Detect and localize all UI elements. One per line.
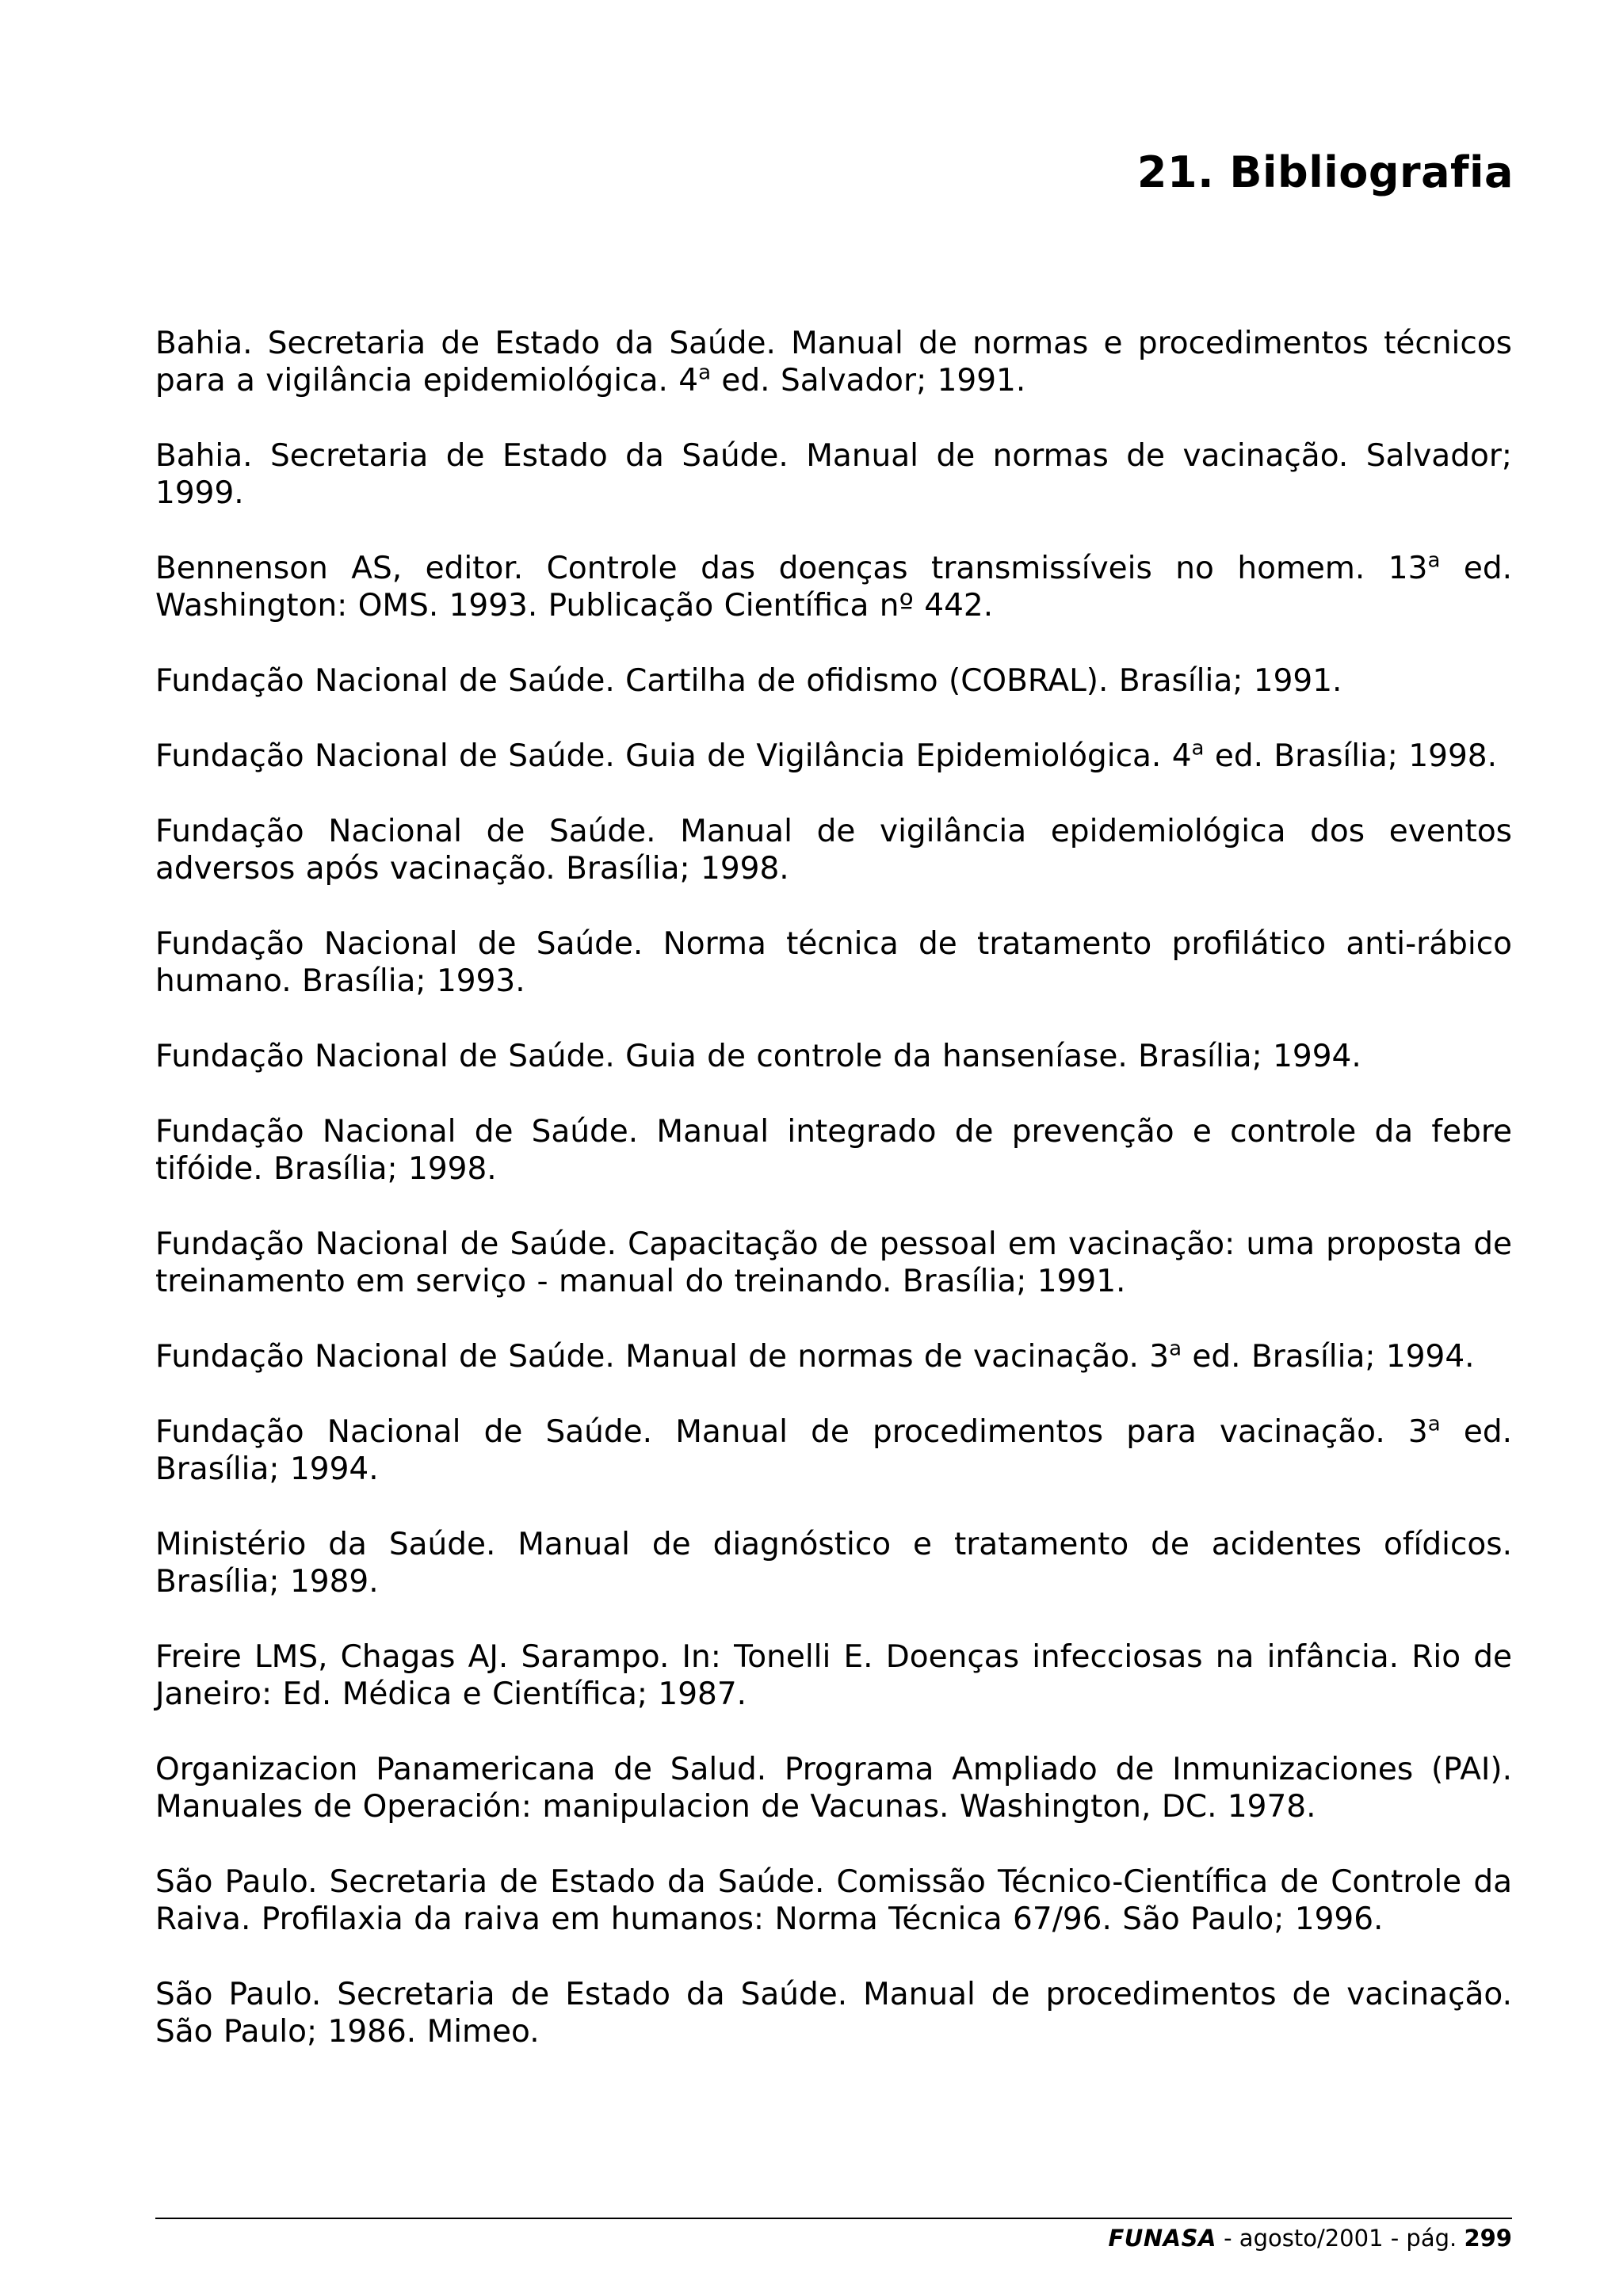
entry-text: Bahia. Secretaria de Estado da Saúde. Manual de normas e procedimentos técnicos para a vigilância epidemiológica. 4 bbox=[155, 326, 1512, 399]
footer-brand: FUNASA bbox=[1108, 2225, 1216, 2252]
entry-text: Fundação Nacional de Saúde. Guia de controle da hanseníase. Brasília; 1994. bbox=[155, 1039, 1361, 1074]
entry-text: Bahia. Secretaria de Estado da Saúde. Manual de normas de vacinação. Salvador; 1999. bbox=[155, 438, 1512, 511]
bibliography-entry bbox=[155, 662, 1512, 700]
bibliography-entry bbox=[155, 1751, 1512, 1825]
bibliography-entry bbox=[155, 1413, 1512, 1488]
entry-text: Bennenson AS, editor. Controle das doenças transmissíveis no homem. 13 bbox=[155, 551, 1428, 586]
entry-text: Ministério da Saúde. Manual de diagnóstico e tratamento de acidentes ofídicos. Brasília; 1989. bbox=[155, 1527, 1512, 1600]
entry-text-continued: ed. Salvador; 1991. bbox=[711, 363, 1026, 399]
edition-superscript: a bbox=[1191, 736, 1205, 761]
bibliography-entry bbox=[155, 1863, 1512, 1938]
entry-text: Fundação Nacional de Saúde. Norma técnica de tratamento profilático anti-rábico humano. Brasília; 1993. bbox=[155, 926, 1512, 999]
edition-superscript: a bbox=[1427, 1412, 1441, 1436]
bibliography-entry bbox=[155, 813, 1512, 887]
entry-text-continued: ed. Brasília; 1994. bbox=[1182, 1339, 1475, 1375]
bibliography-entry bbox=[155, 1526, 1512, 1600]
bibliography-entry bbox=[155, 437, 1512, 512]
entry-text: Freire LMS, Chagas AJ. Sarampo. In: Tonelli E. Doenças infecciosas na infância. Rio de Janeiro: Ed. Médica e Científica; 1987. bbox=[155, 1639, 1512, 1712]
entry-text-continued: ed. Brasília; 1998. bbox=[1204, 738, 1497, 774]
bibliography-entry bbox=[155, 738, 1512, 775]
bibliography-entry bbox=[155, 325, 1512, 399]
edition-superscript: a bbox=[1169, 1337, 1182, 1361]
entry-text-continued: ed. Brasília; 1994. bbox=[155, 1414, 1513, 1487]
bibliography-entry bbox=[155, 1976, 1512, 2050]
entry-text: São Paulo. Secretaria de Estado da Saúde. Manual de procedimentos de vacinação. São Paulo; 1986. Mimeo. bbox=[155, 1977, 1512, 2050]
bibliography-entry bbox=[155, 1038, 1512, 1075]
entry-text: Fundação Nacional de Saúde. Guia de Vigilância Epidemiológica. 4 bbox=[155, 738, 1192, 774]
entry-text: Fundação Nacional de Saúde. Manual de procedimentos para vacinação. 3 bbox=[155, 1414, 1428, 1450]
bibliography-entry bbox=[155, 550, 1512, 624]
bibliography-entry bbox=[155, 1113, 1512, 1188]
footer-divider bbox=[155, 2218, 1512, 2219]
entry-text-continued: ed. Washington: OMS. 1993. Publicação Científica nº 442. bbox=[155, 551, 1513, 624]
bibliography-entry bbox=[155, 925, 1512, 1000]
bibliography-entry bbox=[155, 1638, 1512, 1713]
entry-text: Fundação Nacional de Saúde. Cartilha de ofidismo (COBRAL). Brasília; 1991. bbox=[155, 663, 1342, 699]
bibliography-list bbox=[155, 325, 1512, 2088]
page-title: 21. Bibliografia bbox=[1136, 147, 1514, 197]
page-number: 299 bbox=[1464, 2225, 1512, 2252]
footer-date: - agosto/2001 - pág. bbox=[1216, 2225, 1465, 2252]
entry-text: Fundação Nacional de Saúde. Manual de vigilância epidemiológica dos eventos adversos após vacinação. Brasília; 1998. bbox=[155, 814, 1512, 887]
entry-text: São Paulo. Secretaria de Estado da Saúde. Comissão Técnico-Científica de Controle da Raiva. Profilaxia da raiva em humanos: Norma Técnica 67/96. São Paulo; 1996. bbox=[155, 1864, 1512, 1937]
edition-superscript: a bbox=[1427, 548, 1441, 573]
bibliography-entry bbox=[155, 1226, 1512, 1300]
bibliography-entry bbox=[155, 1338, 1512, 1375]
entry-text: Fundação Nacional de Saúde. Capacitação de pessoal em vacinação: uma proposta de treinamento em serviço - manual do treinando. Brasília; 1991. bbox=[155, 1226, 1512, 1299]
entry-text: Fundação Nacional de Saúde. Manual integrado de prevenção e controle da febre tifóide. Brasília; 1998. bbox=[155, 1114, 1512, 1187]
entry-text: Organizacion Panamericana de Salud. Programa Ampliado de Inmunizaciones (PAI). Manuales de Operación: manipulacion de Vacunas. Washington, DC. 1978. bbox=[155, 1752, 1512, 1825]
page-footer bbox=[1109, 2225, 1513, 2252]
entry-text: Fundação Nacional de Saúde. Manual de normas de vacinação. 3 bbox=[155, 1339, 1170, 1375]
edition-superscript: a bbox=[698, 360, 712, 385]
